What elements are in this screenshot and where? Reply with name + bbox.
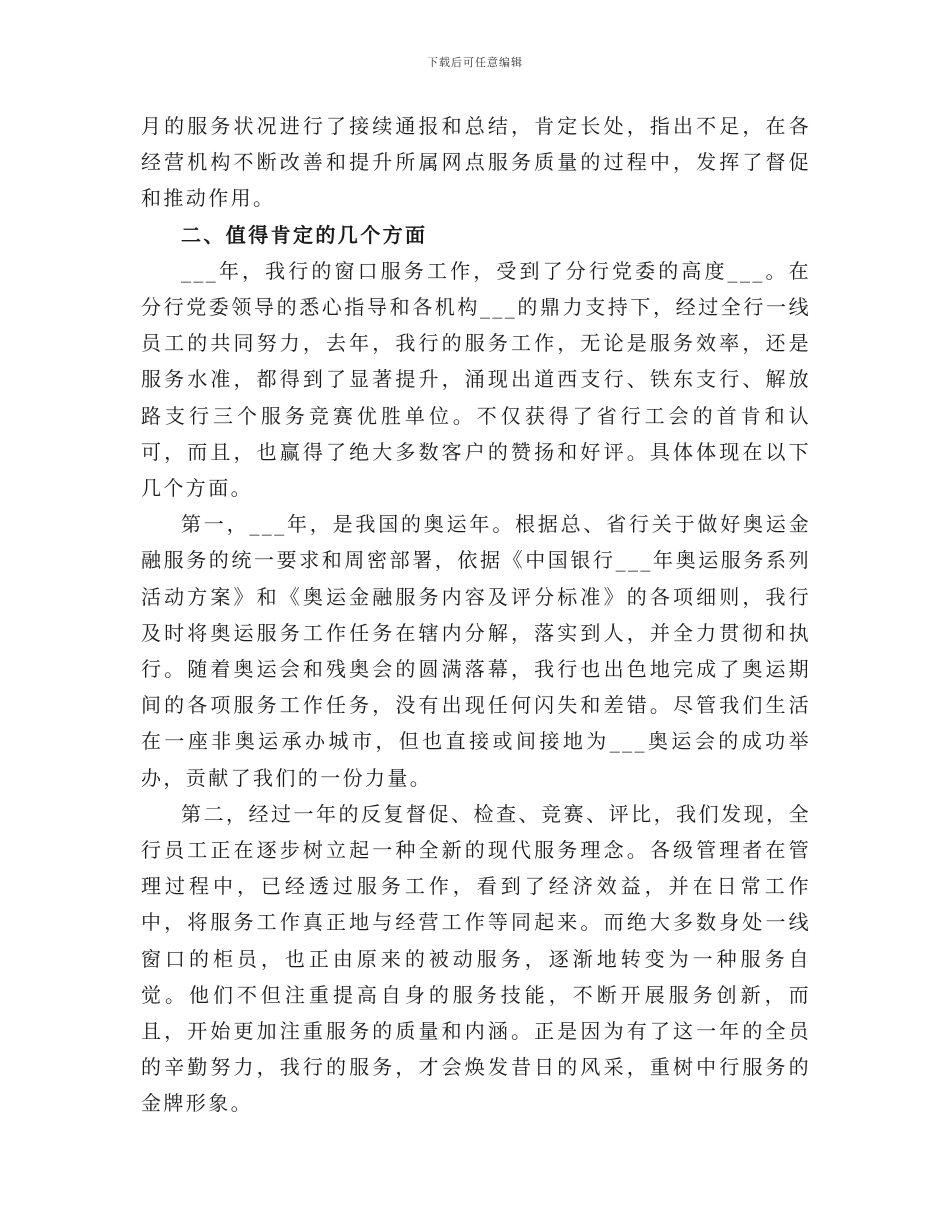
paragraph-second-point: 第二，经过一年的反复督促、检查、竞赛、评比，我们发现，全行员工正在逐步树立起一种全新的现代服务理念。各级管理者在管理过程中，已经透过服务工作，看到了经济效益，并在日常工作中，将服务工作真正地与经营工作等同起来。而绝大多数身处一线窗口的柜员，也正由原来的被动服务，逐渐地转变为一种服务自觉。他们不但注重提高自身的服务技能，不断开展服务创新，而且，开始更加注重服务的质量和内涵。正是因为有了这一年的全员的辛勤努力，我行的服务，才会焕发昔日的风采，重树中行服务的金牌形象。 [141,801,811,1116]
document-body [141,108,811,1122]
paragraph-intro: ___年，我行的窗口服务工作，受到了分行党委的高度___。在分行党委领导的悉心指导和各机构___的鼎力支持下，经过全行一线员工的共同努力，去年，我行的服务工作，无论是服务效率，还是服务水准，都得到了显著提升，涌现出道西支行、铁东支行、解放路支行三个服务竞赛优胜单位。不仅获得了省行工会的首肯和认可，而且，也赢得了绝大多数客户的赞扬和好评。具体体现在以下几个方面。 [141,258,811,501]
paragraph-continuation: 月的服务状况进行了接续通报和总结，肯定长处，指出不足，在各经营机构不断改善和提升所属网点服务质量的过程中，发挥了督促和推动作用。 [141,114,811,211]
section-heading: 二、值得肯定的几个方面 [181,222,428,247]
paragraph-first-point: 第一，___年，是我国的奥运年。根据总、省行关于做好奥运金融服务的统一要求和周密部署，依据《中国银行___年奥运服务系列活动方案》和《奥运金融服务内容及评分标准》的各项细则，我行及时将奥运服务工作任务在辖内分解，落实到人，并全力贯彻和执行。随着奥运会和残奥会的圆满落幕，我行也出色地完成了奥运期间的各项服务工作任务，没有出现任何闪失和差错。尽管我们生活在一座非奥运承办城市，但也直接或间接地为___奥运会的成功举办，贡献了我们的一份力量。 [141,512,811,790]
page-header: 下载后可任意编辑 [427,56,523,69]
